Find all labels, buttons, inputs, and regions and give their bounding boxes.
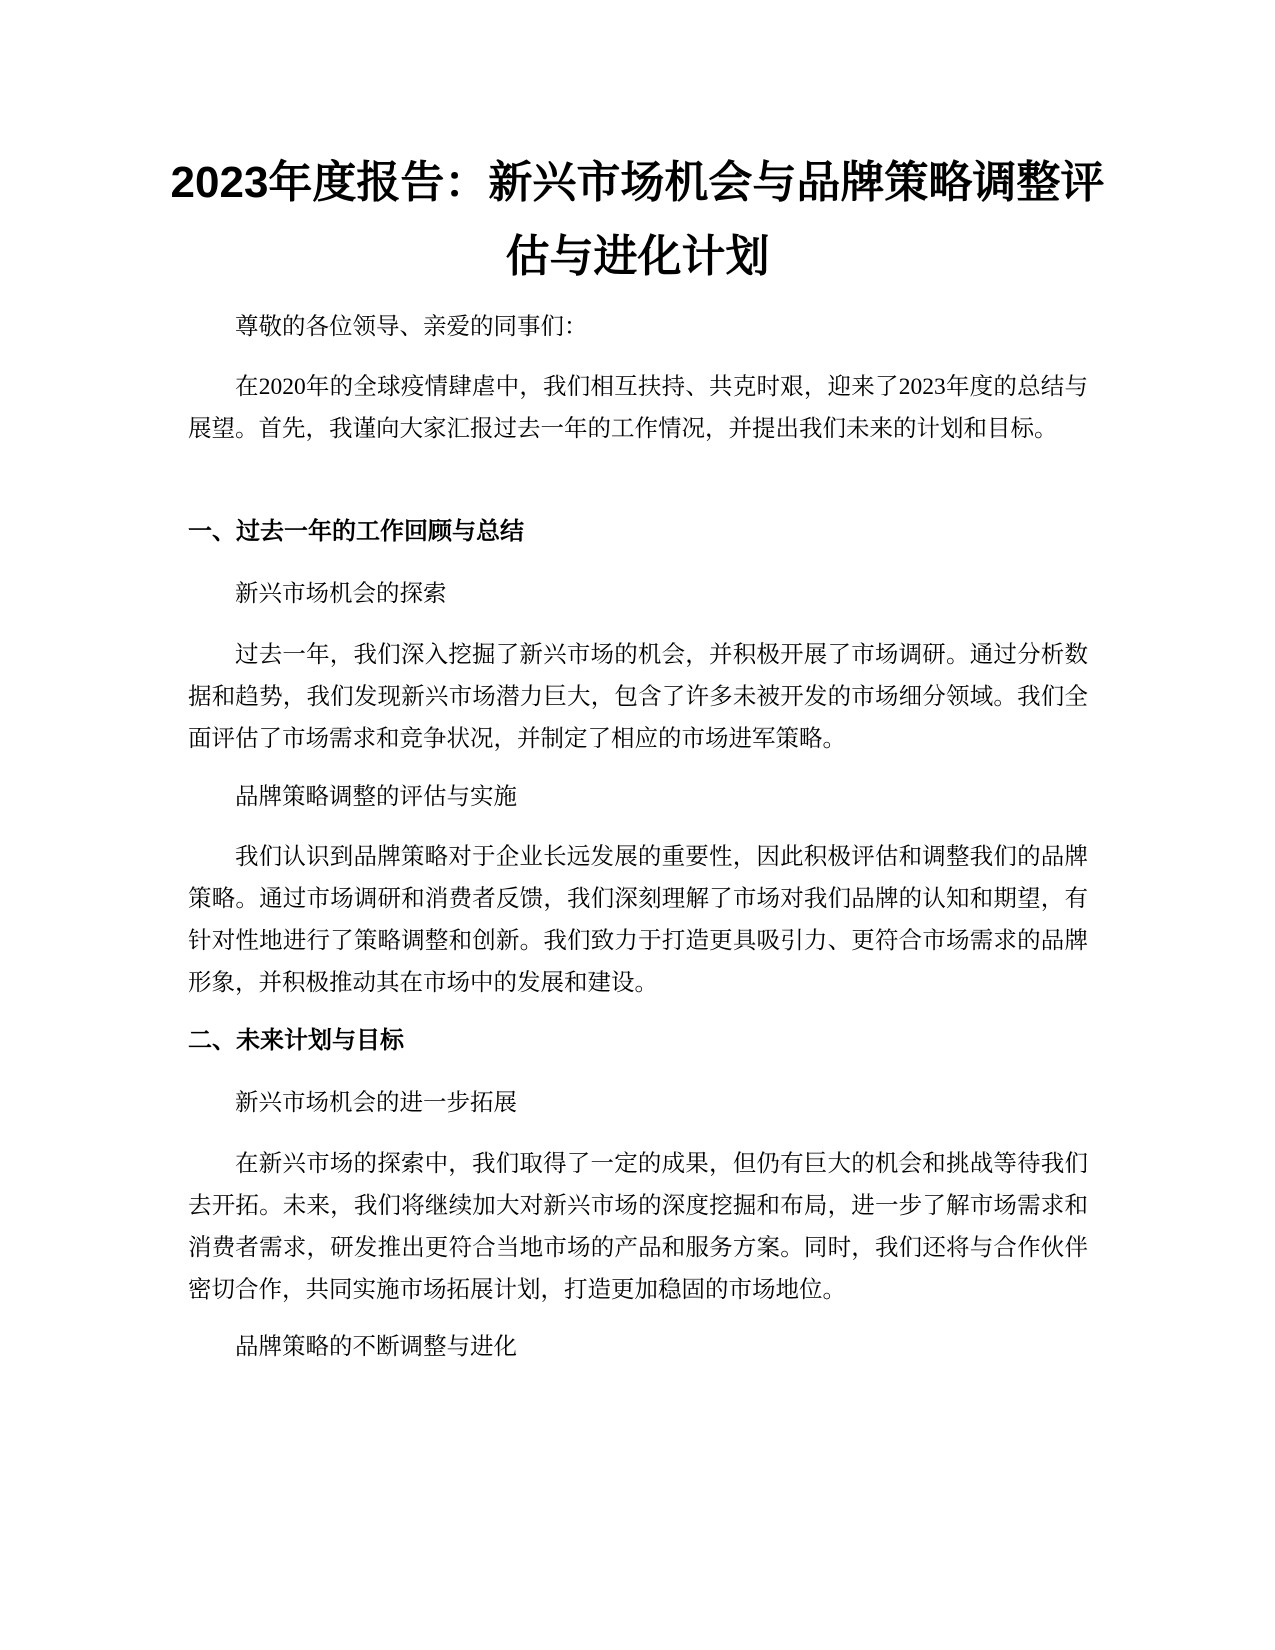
section-2-paragraph-1: 在新兴市场的探索中，我们取得了一定的成果，但仍有巨大的机会和挑战等待我们去开拓。未来，我们将继续加大对新兴市场的深度挖掘和布局，进一步了解市场需求和消费者需求，研发推出更符合当地市场的产品和服务方案。同时，我们还将与合作伙伴密切合作，共同实施市场拓展计划，打造更加稳固的市场地位。 bbox=[188, 1151, 1088, 1303]
section-1-paragraph-1: 过去一年，我们深入挖掘了新兴市场的机会，并积极开展了市场调研。通过分析数据和趋势，我们发现新兴市场潜力巨大，包含了许多未被开发的市场细分领域。我们全面评估了市场需求和竞争状况，并制定了相应的市场进军策略。 bbox=[188, 642, 1088, 752]
section-1-subtitle-2: 品牌策略调整的评估与实施 bbox=[235, 784, 517, 810]
section-1-paragraph-2: 我们认识到品牌策略对于企业长远发展的重要性，因此积极评估和调整我们的品牌策略。通过市场调研和消费者反馈，我们深刻理解了市场对我们品牌的认知和期望，有针对性地进行了策略调整和创新。我们致力于打造更具吸引力、更符合市场需求的品牌形象，并积极推动其在市场中的发展和建设。 bbox=[188, 844, 1088, 996]
intro-paragraph: 在2020年的全球疫情肆虐中，我们相互扶持、共克时艰，迎来了2023年度的总结与展望。首先，我谨向大家汇报过去一年的工作情况，并提出我们未来的计划和目标。 bbox=[188, 374, 1088, 442]
document-title: 2023年度报告：新兴市场机会与品牌策略调整评估与进化计划 bbox=[170, 158, 1105, 281]
section-2-subtitle-1: 新兴市场机会的进一步拓展 bbox=[235, 1090, 517, 1116]
section-2-heading: 二、未来计划与目标 bbox=[188, 1027, 404, 1054]
section-1-heading: 一、过去一年的工作回顾与总结 bbox=[188, 518, 524, 545]
section-1-subtitle-1: 新兴市场机会的探索 bbox=[235, 581, 447, 607]
greeting: 尊敬的各位领导、亲爱的同事们： bbox=[235, 314, 588, 340]
section-2-subtitle-2: 品牌策略的不断调整与进化 bbox=[235, 1334, 517, 1360]
